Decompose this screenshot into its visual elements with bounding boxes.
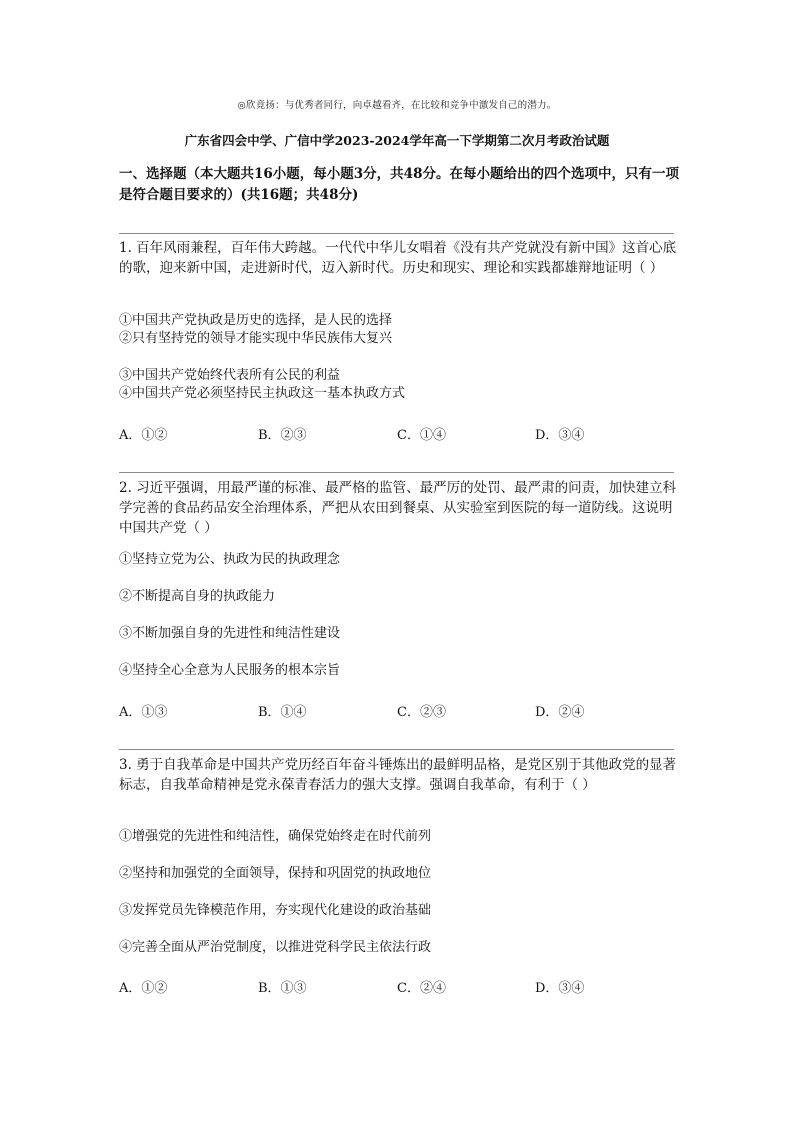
question-2-option-3: ③不断加强自身的先进性和纯洁性建设 — [119, 626, 341, 641]
question-1-option-4: ④中国共产党必须坚持民主执政这一基本执政方式 — [119, 386, 406, 401]
question-2-option-4: ④坚持全心全意为人民服务的根本宗旨 — [119, 663, 341, 678]
question-3-stem: 3. 勇于自我革命是中国共产党历经百年奋斗锤炼出的最鲜明品格，是党区别于其他政党的显著标志，自我革命精神是党永葆青春活力的强大支撑。强调自我革命，有利于（ ） — [119, 757, 677, 793]
choice-c[interactable]: C．②④ — [397, 981, 446, 996]
question-1-stem: 1. 百年风雨兼程，百年伟大跨越。一代代中华儿女唱着《没有共产党就没有新中国》这首心底的歌，迎来新中国，走进新时代，迈入新时代。历史和现实、理论和实践都雄辩地证明（ ） — [119, 240, 677, 276]
choice-d[interactable]: D．③④ — [535, 981, 585, 996]
section-heading: 一、选择题（本大题共16小题，每小题3分，共48分。在每小题给出的四个选项中，只有一项是符合题目要求的）(共16题；共48分) — [119, 166, 679, 203]
choice-b[interactable]: B．①③ — [258, 981, 307, 996]
question-divider — [119, 472, 674, 473]
question-3-choices — [119, 977, 674, 995]
question-2-stem: 2. 习近平强调，用最严谨的标准、最严格的监管、最严厉的处罚、最严肃的问责，加快建立科学完善的食品药品安全治理体系，严把从农田到餐桌、从实验室到医院的每一道防线。这说明中国共产党（ ） — [119, 480, 677, 536]
exam-title: 广东省四会中学、广信中学2023-2024学年高一下学期第二次月考政治试题 — [184, 133, 610, 148]
question-1-choices — [119, 424, 674, 442]
question-3-option-3: ③发挥党员先锋模范作用，夯实现代化建设的政治基础 — [119, 903, 432, 918]
choice-c[interactable]: C．②③ — [397, 705, 446, 720]
choice-b[interactable]: B．②③ — [258, 428, 307, 443]
question-divider — [119, 233, 674, 234]
choice-d[interactable]: D．③④ — [535, 428, 585, 443]
choice-b[interactable]: B．①④ — [258, 705, 307, 720]
question-3-option-2: ②坚持和加强党的全面领导，保持和巩固党的执政地位 — [119, 866, 432, 881]
question-3-option-4: ④完善全面从严治党制度，以推进党科学民主依法行政 — [119, 940, 432, 955]
choice-c[interactable]: C．①④ — [397, 428, 446, 443]
header-motto: ◎欣竟扬：与优秀者同行，向卓越看齐，在比较和竞争中激发自己的潜力。 — [237, 100, 557, 111]
question-3-option-1: ①增强党的先进性和纯洁性，确保党始终走在时代前列 — [119, 829, 432, 844]
question-divider — [119, 749, 674, 750]
question-2-option-1: ①坚持立党为公、执政为民的执政理念 — [119, 552, 341, 567]
choice-a[interactable]: A．①② — [119, 428, 168, 443]
choice-a[interactable]: A．①③ — [119, 705, 168, 720]
choice-d[interactable]: D．②④ — [535, 705, 585, 720]
question-2-choices — [119, 701, 674, 719]
question-1-option-2: ②只有坚持党的领导才能实现中华民族伟大复兴 — [119, 331, 393, 346]
question-1-option-1: ①中国共产党执政是历史的选择，是人民的选择 — [119, 313, 393, 328]
question-1-option-3: ③中国共产党始终代表所有公民的利益 — [119, 368, 341, 383]
choice-a[interactable]: A．①② — [119, 981, 168, 996]
question-2-option-2: ②不断提高自身的执政能力 — [119, 589, 276, 604]
